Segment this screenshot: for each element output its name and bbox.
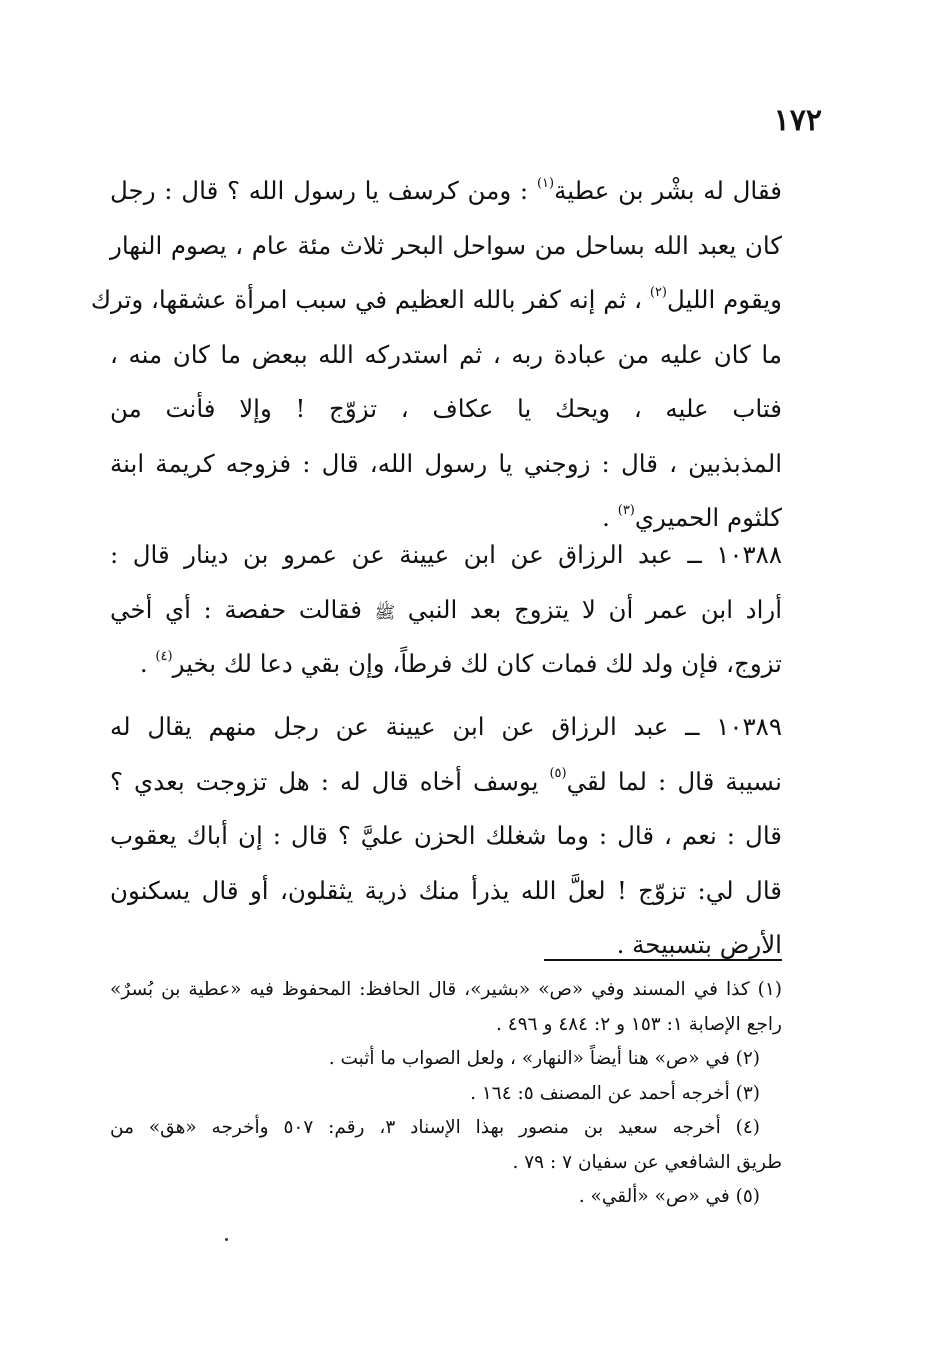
paragraph-hadith-10389: [110, 700, 782, 973]
text-line: [110, 809, 782, 864]
paragraph-narration: [90, 164, 782, 546]
scan-speck: [225, 1238, 228, 1241]
text-line: [110, 583, 782, 638]
footnote-marker: (٢): [649, 284, 667, 300]
footnote-line: (٢) في «ص» هنا أيضاً «النهار» ، ولعل الصواب ما أثبت .: [328, 1048, 760, 1069]
footnote-line: (٣) أخرجه أحمد عن المصنف ٥: ١٦٤ .: [470, 1082, 760, 1104]
text-line: [110, 382, 782, 437]
footnote-line: (٥) في «ص» «ألقي» .: [578, 1186, 760, 1207]
line-text: ويقوم الليل: [667, 285, 782, 314]
line-text-continued: : ومن كرسف يا رسول الله ؟ قال : رجل: [110, 176, 537, 205]
line-text: كان يعبد الله بساحل من سواحل البحر ثلاث مئة عام ، يصوم النهار: [110, 230, 782, 260]
footnote-line: طريق الشافعي عن سفيان ٧ : ٧٩ .: [512, 1151, 782, 1173]
line-text: المذبذبين ، قال : زوجني يا رسول الله، قال : فزوجه كريمة ابنة: [110, 448, 782, 478]
text-line: [110, 219, 782, 274]
footnote-separator: [544, 959, 782, 961]
text-line: [90, 273, 782, 328]
text-line: [110, 700, 782, 755]
line-text: تزوج، فإن ولد لك فمات كان لك فرطاً، وإن بقي دعا لك بخير: [172, 649, 782, 678]
line-text: فقال له بشْر بن عطية: [554, 176, 782, 205]
salawat-ligature: ﷺ: [374, 602, 396, 623]
paragraph-hadith-10388: [110, 528, 782, 692]
text-line: [110, 918, 782, 973]
line-text: كلثوم الحميري: [634, 503, 782, 532]
line-text: أراد ابن عمر أن لا يتزوج بعد النبي: [395, 594, 783, 624]
footnote-line: راجع الإصابة ١: ١٥٣ و ٢: ٤٨٤ و ٤٩٦ .: [496, 1013, 782, 1035]
line-text-continued: ، ثم إنه كفر بالله العظيم في سبب امرأة عشقها، وترك: [90, 285, 650, 314]
line-text: قال : نعم ، قال : وما شغلك الحزن عليَّ ؟ قال : إن أباك يعقوب: [110, 821, 782, 850]
footnote-marker: (٣): [617, 502, 635, 518]
text-line: [110, 528, 782, 583]
footnote-line: (١) كذا في المسند وفي «ص» «بشير»، قال الحافظ: المحفوظ فيه «عطية بن بُسرٌ»: [110, 979, 782, 1000]
line-text-continued: .: [602, 503, 618, 532]
line-text: فتاب عليه ، ويحك يا عكاف ، تزوّج ! وإلا فأنت من: [110, 394, 782, 423]
footnote-marker: (١): [536, 175, 555, 191]
line-text: ما كان عليه من عبادة ربه ، ثم استدركه الله ببعض ما كان منه ،: [110, 339, 782, 369]
footnote-marker: (٤): [155, 648, 173, 664]
line-text-continued: يوسف أخاه قال له : هل تزوجت بعدي ؟: [110, 766, 550, 796]
text-line: [110, 864, 782, 919]
line-text: ١٠٣٨٩ ــ عبد الرزاق عن ابن عيينة عن رجل منهم يقال له: [110, 712, 782, 741]
footnotes: [110, 973, 782, 1215]
text-line: [110, 164, 782, 219]
line-text: ١٠٣٨٨ ــ عبد الرزاق عن ابن عيينة عن عمرو بن دينار قال :: [110, 540, 782, 569]
text-line: [110, 437, 782, 492]
line-text: نسيبة قال : لما لقي: [566, 766, 782, 796]
text-line: [110, 637, 782, 692]
line-text: الأرض بتسبيحة .: [616, 930, 782, 959]
line-text-continued: .: [139, 649, 156, 678]
page-number: ١٧٢: [773, 103, 822, 138]
line-text: قال لي: تزوّج ! لعلَّ الله يذرأ منك ذرية يثقلون، أو قال يسكنون: [110, 875, 782, 905]
footnote-line: (٤) أخرجه سعيد بن منصور بهذا الإسناد ٣، رقم: ٥٠٧ وأخرجه «هق» من: [110, 1117, 760, 1138]
line-text-continued: فقالت حفصة : أي أخي: [110, 594, 375, 624]
text-line: [110, 328, 782, 383]
text-line: [110, 755, 782, 810]
footnote-marker: (٥): [549, 766, 567, 782]
